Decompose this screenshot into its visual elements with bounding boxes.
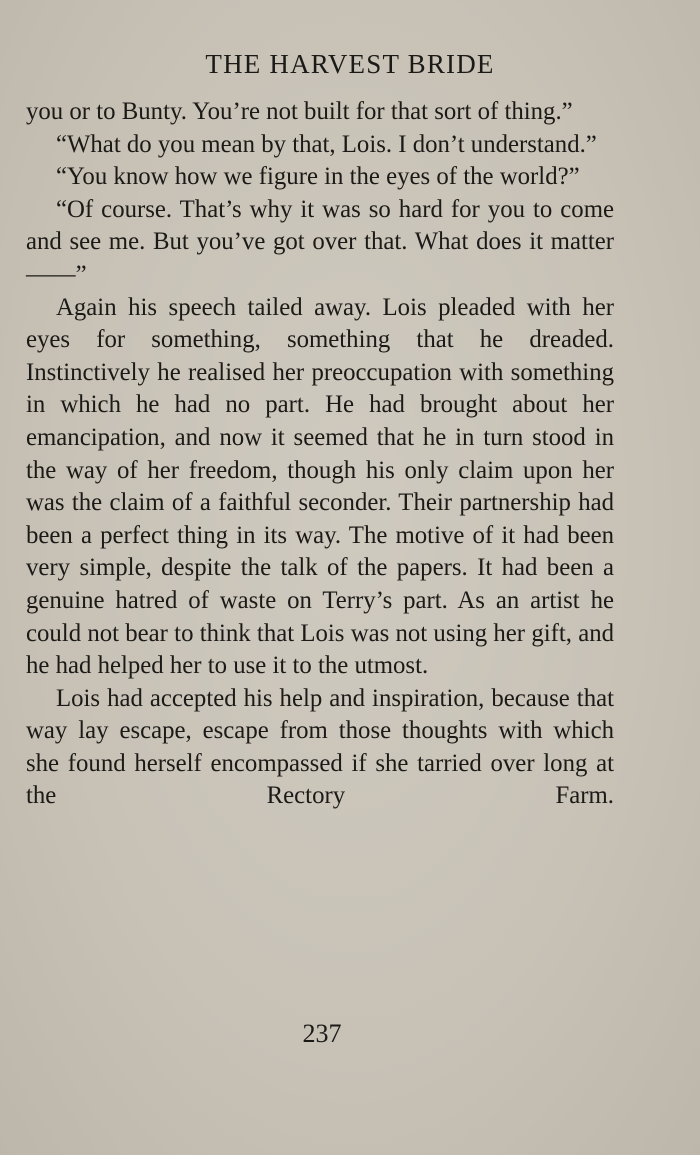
running-head: THE HARVEST BRIDE bbox=[205, 49, 495, 79]
paragraph-dialogue-3: “Of course. That’s why it was so hard for you to come and see me. But you’ve got over that. What does it matter——” bbox=[26, 195, 614, 288]
paragraph-dialogue-1: “What do you mean by that, Lois. I don’t understand.” bbox=[56, 130, 597, 158]
paragraph-narrative-1: Again his speech tailed away. Lois pleaded with her eyes for something, something that he dreaded. Instinctively he realised her preoccupation with something in which he had no part. He had brought about her emancipation, and now it seemed that he in turn stood in the way of her freedom, though his only claim upon her was the claim of a faithful seconder. Their partnership had been a perfect thing in its way. The motive of it had been very simple, despite the talk of the papers. It had been a genuine hatred of waste on Terry’s part. As an artist he could not bear to think that Lois was not using her gift, and he had helped her to use it to the utmost. bbox=[26, 293, 614, 680]
paragraph-narrative-2: Lois had accepted his help and inspiration, because that way lay escape, escape from those thoughts with which she found herself encompassed if she tarried over long at the Rectory Farm. bbox=[26, 684, 614, 810]
paragraph-dialogue-2: “You know how we figure in the eyes of the world?” bbox=[56, 163, 580, 191]
paragraph-continuation: you or to Bunty. You’re not built for that sort of thing.” bbox=[26, 98, 573, 125]
body-text bbox=[26, 96, 614, 813]
page-number: 237 bbox=[302, 1019, 342, 1048]
